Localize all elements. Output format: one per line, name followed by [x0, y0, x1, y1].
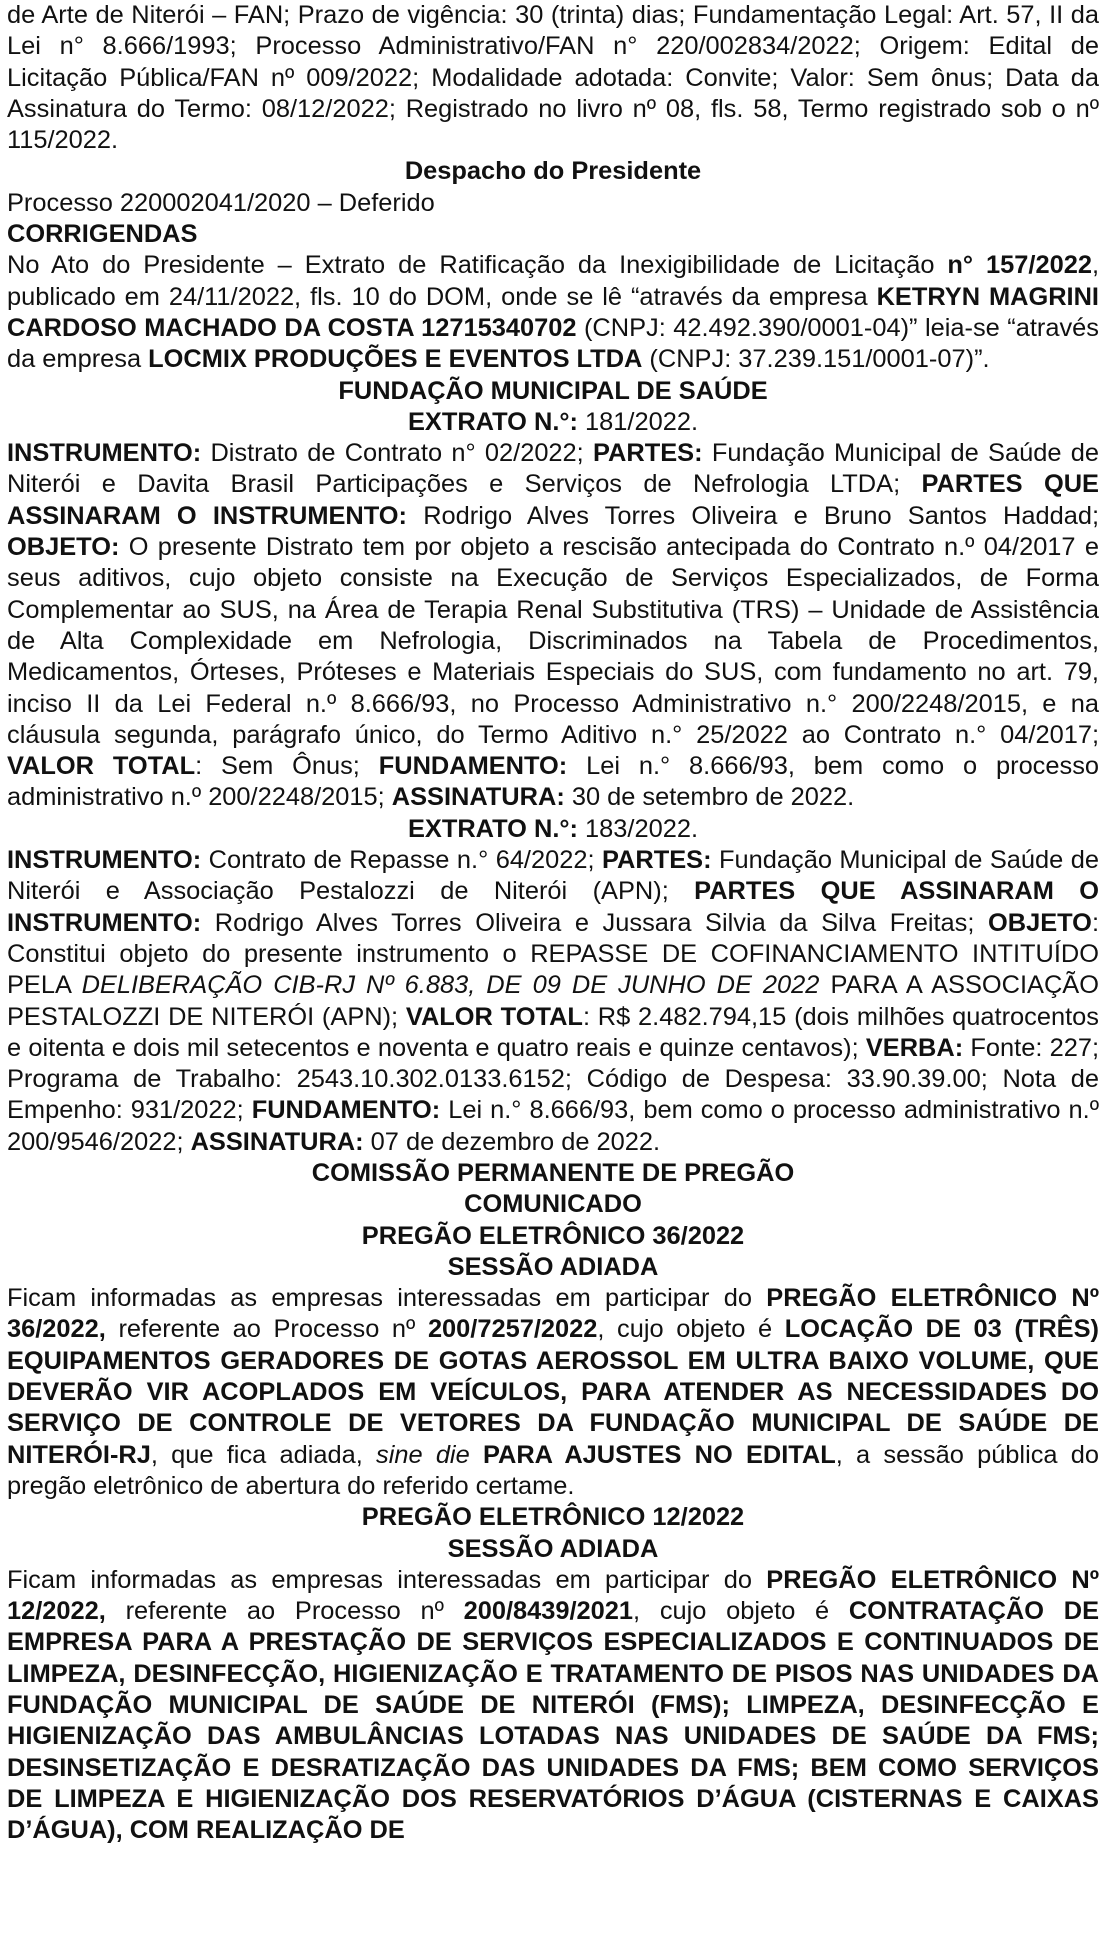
extrato-181-heading: EXTRATO N.°: 181/2022. — [407, 407, 699, 436]
pregao-36-paragraph: Ficam informadas as empresas interessadas em participar do PREGÃO ELETRÔNICO Nº 36/2022, referente ao Processo nº 200/7257/2022, cujo objeto é LOCAÇÃO DE 03 (TRÊS) EQUIPAMENTOS GERADORES DE GOTAS AEROSSOL EM ULTRA BAIXO VOLUME, QUE DEVERÃO VIR ACOPLADOS EM VEÍCULOS, PARA ATENDER AS NECESSIDADES DO SERVIÇO DE CONTROLE DE VETORES DA FUNDAÇÃO MUNICIPAL DE SAÚDE DE NITERÓI-RJ, que fica adiada, sine die PARA AJUSTES NO EDITAL, a sessão pública do pregão eletrônico de abertura do referido certame. — [7, 1284, 1100, 1500]
pregao-12-paragraph: Ficam informadas as empresas interessadas em participar do PREGÃO ELETRÔNICO Nº 12/2022, referente ao Processo nº 200/8439/2021, cujo objeto é CONTRATAÇÃO DE EMPRESA PARA A PRESTAÇÃO DE SERVIÇOS ESPECIALIZADOS E CONTINUADOS DE LIMPEZA, DESINFECÇÃO, HIGIENIZAÇÃO E TRATAMENTO DE PISOS NAS UNIDADES DA FUNDAÇÃO MUNICIPAL DE SAÚDE DE NITERÓI (FMS); LIMPEZA, DESINFECÇÃO E HIGIENIZAÇÃO DAS AMBULÂNCIAS LOTADAS NAS UNIDADES DE SAÚDE DA FMS; DESINSETIZAÇÃO E DESRATIZAÇÃO DAS UNIDADES DA FMS; BEM COMO SERVIÇOS DE LIMPEZA E HIGIENIZAÇÃO DOS RESERVATÓRIOS D’ÁGUA (CISTERNAS E CAIXAS D’ÁGUA), COM REALIZAÇÃO DE — [7, 1565, 1100, 1845]
fan-termo-paragraph — [7, 0, 1099, 156]
pregao-36-status: SESSÃO ADIADA — [447, 1252, 659, 1281]
comunicado-heading: COMUNICADO — [464, 1190, 642, 1219]
extrato-183-paragraph: INSTRUMENTO: Contrato de Repasse n.° 64/2022; PARTES: Fundação Municipal de Saúde de Niterói e Associação Pestalozzi de Niterói (APN); PARTES QUE ASSINARAM O INSTRUMENTO: Rodrigo Alves Torres Oliveira e Jussara Silvia da Silva Freitas; OBJETO: Constitui objeto do presente instrumento o REPASSE DE COFINANCIAMENTO INTITUÍDO PELA DELIBERAÇÃO CIB-RJ Nº 6.883, DE 09 DE JUNHO DE 2022 PARA A ASSOCIAÇÃO PESTALOZZI DE NITERÓI (APN); VALOR TOTAL: R$ 2.482.794,15 (dois milhões quatrocentos e oitenta e dois mil setecentos e noventa e quatro reais e quinze centavos); VERBA: Fonte: 227; Programa de Trabalho: 2543.10.302.0133.6152; Código de Despesa: 33.90.39.00; Nota de Empenho: 931/2022; FUNDAMENTO: Lei n.° 8.666/93, bem como o processo administrativo n.º 200/9546/2022; ASSINATURA: 07 de dezembro de 2022. — [7, 846, 1100, 1156]
fms-heading: FUNDAÇÃO MUNICIPAL DE SAÚDE — [338, 376, 768, 405]
fan-termo-text: de Arte de Niterói – FAN; Prazo de vigência: 30 (trinta) dias; Fundamentação Legal: Art. 57, II da Lei n° 8.666/1993; Processo Administrativo/FAN n° 220/002834/2022; Origem: Edital de Licitação Pública/FAN nº 009/2022; Modalidade adotada: Convite; Valor: Sem ônus; Data da Assinatura do Termo: 08/12/2022; Registrado no livro nº 08, fls. 58, Termo registrado sob o nº 115/2022. — [7, 1, 1099, 155]
corrigendas-paragraph: No Ato do Presidente – Extrato de Ratificação da Inexigibilidade de Licitação n° 157/2022, publicado em 24/11/2022, fls. 10 do DOM, onde se lê “através da empresa KETRYN MAGRINI CARDOSO MACHADO DA COSTA 12715340702 (CNPJ: 42.492.390/0001-04)” leia-se “através da empresa LOCMIX PRODUÇÕES E EVENTOS LTDA (CNPJ: 37.239.151/0001-07)”. — [7, 251, 1099, 374]
pregao-commission-heading: COMISSÃO PERMANENTE DE PREGÃO — [311, 1158, 795, 1187]
extrato-183-heading: EXTRATO N.°: 183/2022. — [407, 814, 699, 843]
pregao-12-title: PREGÃO ELETRÔNICO 12/2022 — [361, 1503, 745, 1532]
despacho-heading: Despacho do Presidente — [404, 157, 702, 186]
extrato-181-paragraph: INSTRUMENTO: Distrato de Contrato n° 02/2022; PARTES: Fundação Municipal de Saúde de Niterói e Davita Brasil Participações e Serviços de Nefrologia LTDA; PARTES QUE ASSINARAM O INSTRUMENTO: Rodrigo Alves Torres Oliveira e Bruno Santos Haddad; OBJETO: O presente Distrato tem por objeto a rescisão antecipada do Contrato n.º 04/2017 e seus aditivos, cujo objeto consiste na Execução de Serviços Especializados, de Forma Complementar ao SUS, na Área de Terapia Renal Substitutiva (TRS) – Unidade de Assistência de Alta Complexidade em Nefrologia, Discriminados na Tabela de Procedimentos, Medicamentos, Órteses, Próteses e Materiais Especiais do SUS, com fundamento no art. 79, inciso II da Lei Federal n.º 8.666/93, no Processo Administrativo n.° 200/2248/2015, e na cláusula segunda, parágrafo único, do Termo Aditivo n.° 25/2022 ao Contrato n.° 04/2017; VALOR TOTAL: Sem Ônus; FUNDAMENTO: Lei n.° 8.666/93, bem como o processo administrativo n.º 200/2248/2015; ASSINATURA: 30 de setembro de 2022. — [7, 439, 1100, 812]
despacho-processo: Processo 220002041/2020 – Deferido — [7, 188, 435, 217]
corrigendas-heading: CORRIGENDAS — [7, 220, 198, 249]
pregao-36-title: PREGÃO ELETRÔNICO 36/2022 — [361, 1221, 745, 1250]
pregao-12-status: SESSÃO ADIADA — [447, 1534, 659, 1563]
